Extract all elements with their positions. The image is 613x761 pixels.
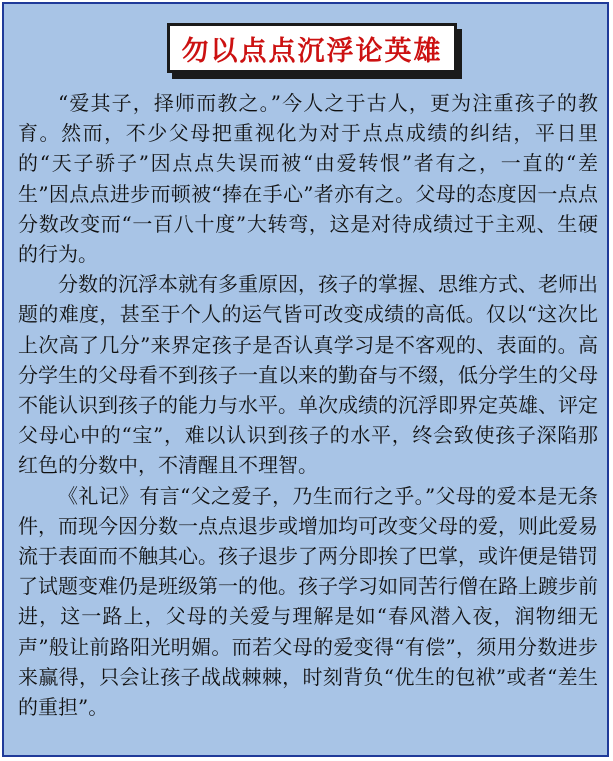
paragraph-1: “爱其子，择师而教之。”今人之于古人，更为注重孩子的教育。然而，不少父母把重视化为对于点点成绩的纠结，平日里的“天子骄子”因点点失误而被“由爱转恨”者有之，一直的“差生”因点点进步而顿被“捧在手心”者亦有之。父母的态度因一点点分数改变而“一百八十度”大转弯，这是对待成绩过于主观、生硬的行为。 [18, 91, 598, 267]
paragraph-2: 分数的沉浮本就有多重原因，孩子的掌握、思维方式、老师出题的难度，甚至于个人的运气皆可改变成绩的高低。仅以“这次比上次高了几分”来界定孩子是否认真学习是不客观的、表面的。高分学生的父母看不到孩子一直以来的勤奋与不缀，低分学生的父母不能认识到孩子的能力与水平。单次成绩的沉浮即界定英雄、评定父母心中的“宝”，难以认识到孩子的水平，终会致使孩子深陷那红色的分数中，不清醒且不理智。 [18, 272, 598, 478]
article-title: 勿以点点沉浮论英雄 [181, 35, 443, 67]
paragraph-3: 《礼记》有言“父之爱子，乃生而行之乎。”父母的爱本是无条件，而现今因分数一点点退步或增加均可改变父母的爱，则此爱易流于表面而不触其心。孩子退步了两分即挨了巴掌，或许便是错罚了试题变难仍是班级第一的他。孩子学习如同苦行僧在路上踱步前进，这一路上，父母的关爱与理解是如“春风潜入夜，润物细无声”般让前路阳光明媚。而若父母的爱变得“有偿”，须用分数进步来赢得，只会让孩子战战棘棘，时刻背负“优生的包袱”或者“差生的重担”。 [18, 483, 598, 720]
article-frame [2, 2, 609, 757]
title-box [167, 23, 457, 73]
article-body [18, 88, 598, 722]
